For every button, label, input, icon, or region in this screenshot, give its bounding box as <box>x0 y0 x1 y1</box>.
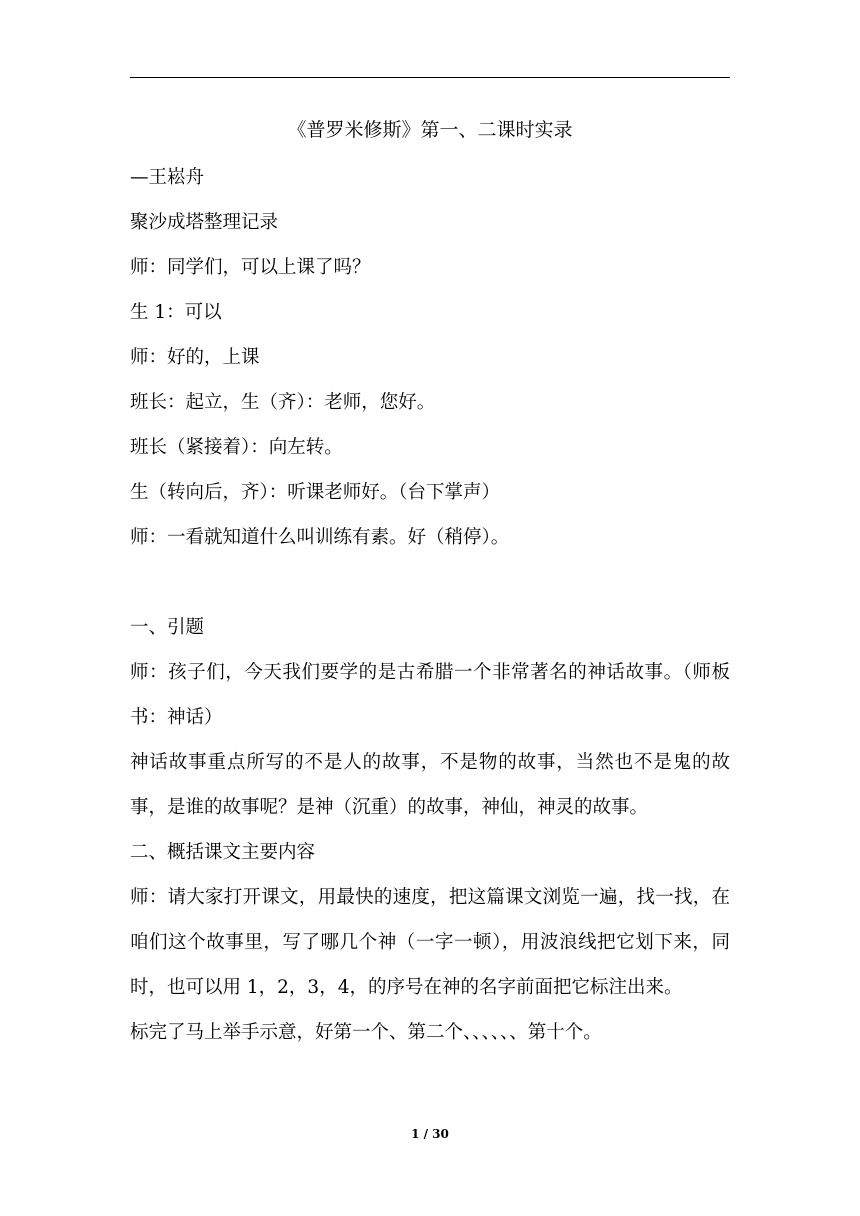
blank-line <box>130 560 730 605</box>
paragraph: 标完了马上举手示意，好第一个、第二个、、、、、、第十个。 <box>130 1022 602 1043</box>
paragraph: 师：请大家打开课文，用最快的速度，把这篇课文浏览一遍，找一找，在咱们这个故事里，写了哪几个神（一字一顿），用波浪线把它划下来，同时，也可以用 1，2，3，4，的序号在神的名字前面把它标注出来。 <box>130 887 730 998</box>
author-line: —王崧舟 <box>130 167 205 188</box>
dialogue-line: 师：好的，上课 <box>130 347 260 368</box>
recorder-line: 聚沙成塔整理记录 <box>130 212 279 233</box>
dialogue-line: 师：同学们，可以上课了吗？ <box>130 257 371 278</box>
dialogue-line: 生 1：可以 <box>130 302 222 323</box>
document-title: 《普罗米修斯》第一、二课时实录 <box>287 119 573 141</box>
section-heading: 一、引题 <box>130 617 205 638</box>
page-number: 1 / 30 <box>411 1127 449 1141</box>
document-body <box>130 155 730 1055</box>
dialogue-line: 班长：起立，生（齐）：老师，您好。 <box>130 392 436 413</box>
dialogue-line: 师：一看就知道什么叫训练有素。好（稍停）。 <box>130 527 510 548</box>
paragraph: 师：孩子们，今天我们要学的是古希腊一个非常著名的神话故事。（师板书：神话） <box>130 662 730 728</box>
dialogue-line: 班长（紧接着）：向左转。 <box>130 437 343 458</box>
paragraph: 神话故事重点所写的不是人的故事，不是物的故事，当然也不是鬼的故事，是谁的故事呢？是神（沉重）的故事，神仙，神灵的故事。 <box>130 752 730 818</box>
dialogue-line: 生（转向后，齐）：听课老师好。（台下掌声） <box>130 482 501 503</box>
header-rule <box>130 77 730 78</box>
section-heading: 二、概括课文主要内容 <box>130 842 316 863</box>
